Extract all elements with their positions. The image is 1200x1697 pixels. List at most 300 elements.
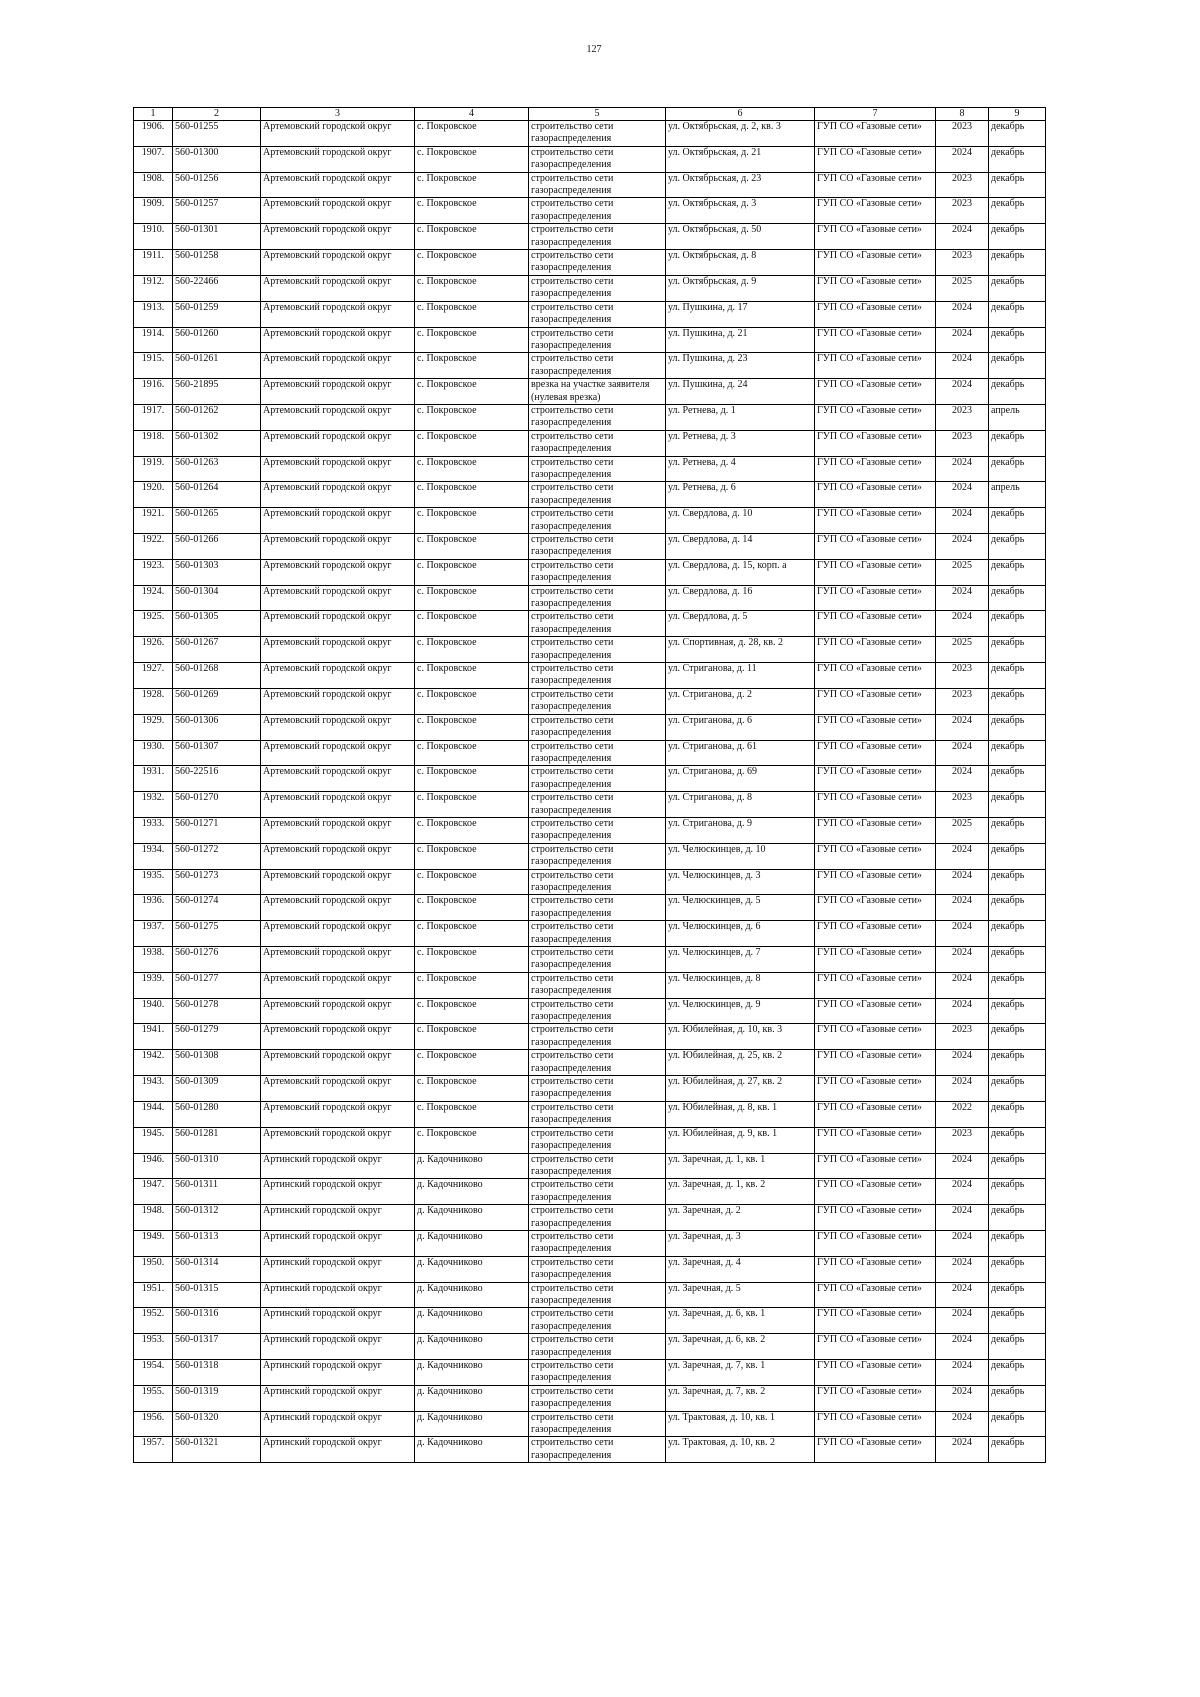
table-row: [134, 430, 1046, 456]
header-cell-3: 3: [261, 108, 415, 121]
cell-organization: ГУП СО «Газовые сети»: [815, 404, 936, 430]
cell-work-type: строительство сети газораспределения: [529, 637, 666, 663]
cell-address: ул. Пушкина, д. 23: [666, 353, 815, 379]
cell-organization: ГУП СО «Газовые сети»: [815, 508, 936, 534]
cell-year: 2023: [936, 121, 989, 147]
table-row: [134, 250, 1046, 276]
cell-address: ул. Октябрьская, д. 23: [666, 172, 815, 198]
cell-organization: ГУП СО «Газовые сети»: [815, 456, 936, 482]
cell-year: 2024: [936, 353, 989, 379]
cell-code: 560-01320: [173, 1411, 261, 1437]
cell-month: декабрь: [989, 353, 1046, 379]
cell-district: Артемовский городской округ: [261, 611, 415, 637]
cell-year: 2024: [936, 1050, 989, 1076]
cell-work-type: строительство сети газораспределения: [529, 1360, 666, 1386]
cell-month: декабрь: [989, 1127, 1046, 1153]
cell-locality: с. Покровское: [415, 275, 529, 301]
cell-year: 2025: [936, 817, 989, 843]
cell-number: 1945.: [134, 1127, 173, 1153]
cell-organization: ГУП СО «Газовые сети»: [815, 843, 936, 869]
cell-number: 1932.: [134, 792, 173, 818]
cell-code: 560-01319: [173, 1385, 261, 1411]
cell-locality: д. Кадочниково: [415, 1334, 529, 1360]
table-row: [134, 1050, 1046, 1076]
cell-address: ул. Челюскинцев, д. 3: [666, 869, 815, 895]
table-row: [134, 198, 1046, 224]
cell-organization: ГУП СО «Газовые сети»: [815, 301, 936, 327]
cell-district: Артемовский городской округ: [261, 224, 415, 250]
cell-year: 2024: [936, 972, 989, 998]
cell-address: ул. Ретнева, д. 4: [666, 456, 815, 482]
cell-address: ул. Стриганова, д. 61: [666, 740, 815, 766]
cell-locality: д. Кадочниково: [415, 1256, 529, 1282]
cell-address: ул. Заречная, д. 3: [666, 1230, 815, 1256]
cell-locality: д. Кадочниково: [415, 1153, 529, 1179]
cell-number: 1956.: [134, 1411, 173, 1437]
cell-organization: ГУП СО «Газовые сети»: [815, 869, 936, 895]
cell-number: 1925.: [134, 611, 173, 637]
cell-number: 1939.: [134, 972, 173, 998]
cell-number: 1949.: [134, 1230, 173, 1256]
cell-work-type: строительство сети газораспределения: [529, 250, 666, 276]
cell-code: 560-21895: [173, 379, 261, 405]
cell-address: ул. Спортивная, д. 28, кв. 2: [666, 637, 815, 663]
cell-work-type: строительство сети газораспределения: [529, 947, 666, 973]
cell-number: 1942.: [134, 1050, 173, 1076]
table-row: [134, 1230, 1046, 1256]
cell-number: 1943.: [134, 1076, 173, 1102]
cell-address: ул. Октябрьская, д. 50: [666, 224, 815, 250]
cell-month: апрель: [989, 482, 1046, 508]
cell-address: ул. Пушкина, д. 17: [666, 301, 815, 327]
table-row: [134, 766, 1046, 792]
table-row: [134, 1127, 1046, 1153]
cell-work-type: строительство сети газораспределения: [529, 1050, 666, 1076]
table-row: [134, 559, 1046, 585]
table-row: [134, 404, 1046, 430]
cell-number: 1914.: [134, 327, 173, 353]
cell-number: 1940.: [134, 998, 173, 1024]
cell-month: декабрь: [989, 1411, 1046, 1437]
table-row: [134, 972, 1046, 998]
cell-address: ул. Стриганова, д. 2: [666, 688, 815, 714]
table-row: [134, 817, 1046, 843]
cell-code: 560-01259: [173, 301, 261, 327]
cell-work-type: строительство сети газораспределения: [529, 740, 666, 766]
cell-address: ул. Ретнева, д. 6: [666, 482, 815, 508]
table-row: [134, 611, 1046, 637]
cell-number: 1936.: [134, 895, 173, 921]
cell-month: декабрь: [989, 843, 1046, 869]
cell-organization: ГУП СО «Газовые сети»: [815, 792, 936, 818]
cell-organization: ГУП СО «Газовые сети»: [815, 1127, 936, 1153]
cell-locality: с. Покровское: [415, 1101, 529, 1127]
cell-month: декабрь: [989, 947, 1046, 973]
cell-address: ул. Свердлова, д. 10: [666, 508, 815, 534]
cell-district: Артемовский городской округ: [261, 482, 415, 508]
cell-month: декабрь: [989, 1076, 1046, 1102]
cell-year: 2023: [936, 688, 989, 714]
cell-locality: с. Покровское: [415, 1050, 529, 1076]
cell-number: 1947.: [134, 1179, 173, 1205]
cell-month: декабрь: [989, 430, 1046, 456]
cell-year: 2024: [936, 1334, 989, 1360]
cell-number: 1918.: [134, 430, 173, 456]
cell-address: ул. Заречная, д. 5: [666, 1282, 815, 1308]
cell-year: 2024: [936, 508, 989, 534]
cell-code: 560-01321: [173, 1437, 261, 1463]
cell-work-type: строительство сети газораспределения: [529, 714, 666, 740]
cell-district: Артинский городской округ: [261, 1360, 415, 1386]
cell-district: Артемовский городской округ: [261, 585, 415, 611]
cell-work-type: строительство сети газораспределения: [529, 895, 666, 921]
header-cell-9: 9: [989, 108, 1046, 121]
cell-locality: с. Покровское: [415, 250, 529, 276]
table-row: [134, 224, 1046, 250]
cell-code: 560-01274: [173, 895, 261, 921]
cell-code: 560-01314: [173, 1256, 261, 1282]
cell-year: 2024: [936, 1437, 989, 1463]
table-row: [134, 1256, 1046, 1282]
cell-district: Артемовский городской округ: [261, 379, 415, 405]
cell-month: декабрь: [989, 1256, 1046, 1282]
cell-work-type: строительство сети газораспределения: [529, 534, 666, 560]
cell-district: Артемовский городской округ: [261, 1127, 415, 1153]
cell-district: Артемовский городской округ: [261, 766, 415, 792]
cell-address: ул. Октябрьская, д. 8: [666, 250, 815, 276]
cell-code: 560-01275: [173, 921, 261, 947]
cell-number: 1919.: [134, 456, 173, 482]
cell-code: 560-01308: [173, 1050, 261, 1076]
cell-code: 560-01300: [173, 146, 261, 172]
cell-year: 2024: [936, 1411, 989, 1437]
cell-district: Артемовский городской округ: [261, 740, 415, 766]
cell-work-type: строительство сети газораспределения: [529, 327, 666, 353]
cell-address: ул. Октябрьская, д. 21: [666, 146, 815, 172]
table-row: [134, 947, 1046, 973]
table-row: [134, 1205, 1046, 1231]
cell-number: 1922.: [134, 534, 173, 560]
cell-address: ул. Пушкина, д. 24: [666, 379, 815, 405]
cell-locality: с. Покровское: [415, 869, 529, 895]
cell-number: 1906.: [134, 121, 173, 147]
cell-district: Артемовский городской округ: [261, 972, 415, 998]
table-row: [134, 146, 1046, 172]
cell-month: декабрь: [989, 559, 1046, 585]
cell-locality: д. Кадочниково: [415, 1205, 529, 1231]
cell-district: Артемовский городской округ: [261, 947, 415, 973]
cell-locality: с. Покровское: [415, 740, 529, 766]
cell-organization: ГУП СО «Газовые сети»: [815, 972, 936, 998]
cell-address: ул. Пушкина, д. 21: [666, 327, 815, 353]
cell-year: 2024: [936, 1256, 989, 1282]
cell-locality: с. Покровское: [415, 895, 529, 921]
cell-year: 2024: [936, 1153, 989, 1179]
cell-month: декабрь: [989, 534, 1046, 560]
cell-code: 560-01318: [173, 1360, 261, 1386]
cell-address: ул. Октябрьская, д. 9: [666, 275, 815, 301]
table-row: [134, 1411, 1046, 1437]
cell-work-type: строительство сети газораспределения: [529, 146, 666, 172]
cell-locality: с. Покровское: [415, 611, 529, 637]
cell-district: Артемовский городской округ: [261, 921, 415, 947]
cell-district: Артинский городской округ: [261, 1334, 415, 1360]
cell-year: 2023: [936, 404, 989, 430]
cell-year: 2024: [936, 766, 989, 792]
table-row: [134, 301, 1046, 327]
cell-organization: ГУП СО «Газовые сети»: [815, 1153, 936, 1179]
cell-district: Артинский городской округ: [261, 1308, 415, 1334]
cell-work-type: строительство сети газораспределения: [529, 198, 666, 224]
cell-district: Артемовский городской округ: [261, 637, 415, 663]
cell-locality: с. Покровское: [415, 637, 529, 663]
table-row: [134, 534, 1046, 560]
cell-district: Артемовский городской округ: [261, 404, 415, 430]
cell-work-type: врезка на участке заявителя (нулевая врезка): [529, 379, 666, 405]
cell-organization: ГУП СО «Газовые сети»: [815, 1050, 936, 1076]
cell-month: декабрь: [989, 1334, 1046, 1360]
cell-work-type: строительство сети газораспределения: [529, 1205, 666, 1231]
cell-work-type: строительство сети газораспределения: [529, 1437, 666, 1463]
cell-code: 560-01312: [173, 1205, 261, 1231]
cell-code: 560-01256: [173, 172, 261, 198]
cell-district: Артемовский городской округ: [261, 792, 415, 818]
cell-month: декабрь: [989, 508, 1046, 534]
cell-year: 2023: [936, 198, 989, 224]
cell-code: 560-01270: [173, 792, 261, 818]
cell-year: 2023: [936, 1127, 989, 1153]
cell-organization: ГУП СО «Газовые сети»: [815, 198, 936, 224]
cell-organization: ГУП СО «Газовые сети»: [815, 1024, 936, 1050]
cell-locality: с. Покровское: [415, 947, 529, 973]
cell-address: ул. Ретнева, д. 3: [666, 430, 815, 456]
cell-month: декабрь: [989, 275, 1046, 301]
cell-month: декабрь: [989, 1024, 1046, 1050]
cell-organization: ГУП СО «Газовые сети»: [815, 430, 936, 456]
table-row: [134, 275, 1046, 301]
cell-work-type: строительство сети газораспределения: [529, 1153, 666, 1179]
cell-address: ул. Заречная, д. 7, кв. 2: [666, 1385, 815, 1411]
cell-work-type: строительство сети газораспределения: [529, 1256, 666, 1282]
cell-organization: ГУП СО «Газовые сети»: [815, 275, 936, 301]
cell-district: Артемовский городской округ: [261, 895, 415, 921]
cell-organization: ГУП СО «Газовые сети»: [815, 817, 936, 843]
cell-work-type: строительство сети газораспределения: [529, 998, 666, 1024]
cell-district: Артемовский городской округ: [261, 843, 415, 869]
header-cell-7: 7: [815, 108, 936, 121]
cell-address: ул. Свердлова, д. 16: [666, 585, 815, 611]
cell-organization: ГУП СО «Газовые сети»: [815, 379, 936, 405]
cell-year: 2024: [936, 1205, 989, 1231]
cell-locality: с. Покровское: [415, 585, 529, 611]
cell-number: 1924.: [134, 585, 173, 611]
cell-address: ул. Челюскинцев, д. 9: [666, 998, 815, 1024]
cell-month: декабрь: [989, 301, 1046, 327]
cell-address: ул. Юбилейная, д. 27, кв. 2: [666, 1076, 815, 1102]
cell-locality: д. Кадочниково: [415, 1179, 529, 1205]
cell-district: Артемовский городской округ: [261, 430, 415, 456]
table-row: [134, 895, 1046, 921]
cell-work-type: строительство сети газораспределения: [529, 1334, 666, 1360]
cell-month: декабрь: [989, 1050, 1046, 1076]
cell-address: ул. Октябрьская, д. 3: [666, 198, 815, 224]
cell-work-type: строительство сети газораспределения: [529, 1076, 666, 1102]
cell-organization: ГУП СО «Газовые сети»: [815, 1179, 936, 1205]
cell-month: декабрь: [989, 224, 1046, 250]
cell-locality: с. Покровское: [415, 766, 529, 792]
cell-month: декабрь: [989, 1230, 1046, 1256]
table-row: [134, 327, 1046, 353]
cell-month: декабрь: [989, 1153, 1046, 1179]
cell-district: Артемовский городской округ: [261, 559, 415, 585]
cell-code: 560-01262: [173, 404, 261, 430]
cell-organization: ГУП СО «Газовые сети»: [815, 1334, 936, 1360]
cell-work-type: строительство сети газораспределения: [529, 843, 666, 869]
cell-number: 1909.: [134, 198, 173, 224]
header-cell-4: 4: [415, 108, 529, 121]
cell-locality: с. Покровское: [415, 1076, 529, 1102]
cell-work-type: строительство сети газораспределения: [529, 456, 666, 482]
cell-locality: с. Покровское: [415, 998, 529, 1024]
cell-number: 1907.: [134, 146, 173, 172]
cell-organization: ГУП СО «Газовые сети»: [815, 1256, 936, 1282]
cell-locality: с. Покровское: [415, 430, 529, 456]
cell-organization: ГУП СО «Газовые сети»: [815, 1230, 936, 1256]
cell-month: декабрь: [989, 972, 1046, 998]
cell-year: 2024: [936, 1385, 989, 1411]
cell-locality: с. Покровское: [415, 508, 529, 534]
cell-locality: с. Покровское: [415, 559, 529, 585]
cell-year: 2025: [936, 559, 989, 585]
cell-organization: ГУП СО «Газовые сети»: [815, 714, 936, 740]
cell-organization: ГУП СО «Газовые сети»: [815, 1308, 936, 1334]
cell-locality: с. Покровское: [415, 843, 529, 869]
cell-locality: с. Покровское: [415, 353, 529, 379]
cell-organization: ГУП СО «Газовые сети»: [815, 172, 936, 198]
cell-month: декабрь: [989, 121, 1046, 147]
cell-work-type: строительство сети газораспределения: [529, 121, 666, 147]
cell-work-type: строительство сети газораспределения: [529, 1179, 666, 1205]
table-row: [134, 1282, 1046, 1308]
cell-address: ул. Заречная, д. 1, кв. 2: [666, 1179, 815, 1205]
cell-organization: ГУП СО «Газовые сети»: [815, 250, 936, 276]
cell-month: декабрь: [989, 172, 1046, 198]
table-row: [134, 921, 1046, 947]
cell-year: 2024: [936, 611, 989, 637]
cell-code: 560-01273: [173, 869, 261, 895]
cell-organization: ГУП СО «Газовые сети»: [815, 766, 936, 792]
cell-organization: ГУП СО «Газовые сети»: [815, 1076, 936, 1102]
cell-address: ул. Заречная, д. 4: [666, 1256, 815, 1282]
cell-code: 560-01267: [173, 637, 261, 663]
cell-number: 1920.: [134, 482, 173, 508]
cell-number: 1957.: [134, 1437, 173, 1463]
cell-code: 560-01258: [173, 250, 261, 276]
cell-locality: с. Покровское: [415, 921, 529, 947]
cell-year: 2024: [936, 482, 989, 508]
cell-code: 560-01281: [173, 1127, 261, 1153]
cell-month: декабрь: [989, 998, 1046, 1024]
cell-district: Артемовский городской округ: [261, 327, 415, 353]
cell-work-type: строительство сети газораспределения: [529, 404, 666, 430]
cell-district: Артемовский городской округ: [261, 301, 415, 327]
cell-month: декабрь: [989, 766, 1046, 792]
cell-district: Артемовский городской округ: [261, 250, 415, 276]
cell-organization: ГУП СО «Газовые сети»: [815, 740, 936, 766]
table-row: [134, 740, 1046, 766]
cell-number: 1929.: [134, 714, 173, 740]
cell-year: 2023: [936, 172, 989, 198]
cell-address: ул. Свердлова, д. 5: [666, 611, 815, 637]
cell-code: 560-01261: [173, 353, 261, 379]
cell-address: ул. Трактовая, д. 10, кв. 1: [666, 1411, 815, 1437]
cell-address: ул. Челюскинцев, д. 6: [666, 921, 815, 947]
cell-work-type: строительство сети газораспределения: [529, 1024, 666, 1050]
cell-month: декабрь: [989, 379, 1046, 405]
cell-organization: ГУП СО «Газовые сети»: [815, 998, 936, 1024]
cell-work-type: строительство сети газораспределения: [529, 611, 666, 637]
cell-month: декабрь: [989, 869, 1046, 895]
cell-organization: ГУП СО «Газовые сети»: [815, 1437, 936, 1463]
table-row: [134, 482, 1046, 508]
cell-work-type: строительство сети газораспределения: [529, 1101, 666, 1127]
cell-district: Артинский городской округ: [261, 1230, 415, 1256]
cell-year: 2024: [936, 869, 989, 895]
cell-code: 560-22516: [173, 766, 261, 792]
cell-year: 2024: [936, 1179, 989, 1205]
cell-address: ул. Заречная, д. 1, кв. 1: [666, 1153, 815, 1179]
cell-year: 2024: [936, 947, 989, 973]
cell-code: 560-01269: [173, 688, 261, 714]
cell-locality: д. Кадочниково: [415, 1230, 529, 1256]
cell-number: 1927.: [134, 663, 173, 689]
cell-work-type: строительство сети газораспределения: [529, 792, 666, 818]
cell-work-type: строительство сети газораспределения: [529, 559, 666, 585]
cell-organization: ГУП СО «Газовые сети»: [815, 534, 936, 560]
cell-organization: ГУП СО «Газовые сети»: [815, 1360, 936, 1386]
registry-table: [133, 107, 1046, 1463]
cell-code: 560-01255: [173, 121, 261, 147]
cell-district: Артемовский городской округ: [261, 534, 415, 560]
cell-number: 1910.: [134, 224, 173, 250]
cell-code: 560-01305: [173, 611, 261, 637]
cell-code: 560-01307: [173, 740, 261, 766]
cell-year: 2024: [936, 379, 989, 405]
cell-month: декабрь: [989, 250, 1046, 276]
cell-code: 560-01257: [173, 198, 261, 224]
cell-month: апрель: [989, 404, 1046, 430]
cell-work-type: строительство сети газораспределения: [529, 869, 666, 895]
cell-locality: с. Покровское: [415, 482, 529, 508]
cell-work-type: строительство сети газораспределения: [529, 1282, 666, 1308]
cell-organization: ГУП СО «Газовые сети»: [815, 353, 936, 379]
cell-locality: с. Покровское: [415, 714, 529, 740]
cell-year: 2024: [936, 1282, 989, 1308]
cell-number: 1923.: [134, 559, 173, 585]
cell-month: декабрь: [989, 637, 1046, 663]
cell-month: декабрь: [989, 1101, 1046, 1127]
cell-code: 560-01272: [173, 843, 261, 869]
cell-locality: с. Покровское: [415, 817, 529, 843]
cell-month: декабрь: [989, 585, 1046, 611]
cell-address: ул. Заречная, д. 6, кв. 2: [666, 1334, 815, 1360]
cell-month: декабрь: [989, 792, 1046, 818]
table-row: [134, 585, 1046, 611]
cell-locality: с. Покровское: [415, 1127, 529, 1153]
cell-address: ул. Челюскинцев, д. 5: [666, 895, 815, 921]
cell-address: ул. Свердлова, д. 14: [666, 534, 815, 560]
cell-year: 2024: [936, 1308, 989, 1334]
